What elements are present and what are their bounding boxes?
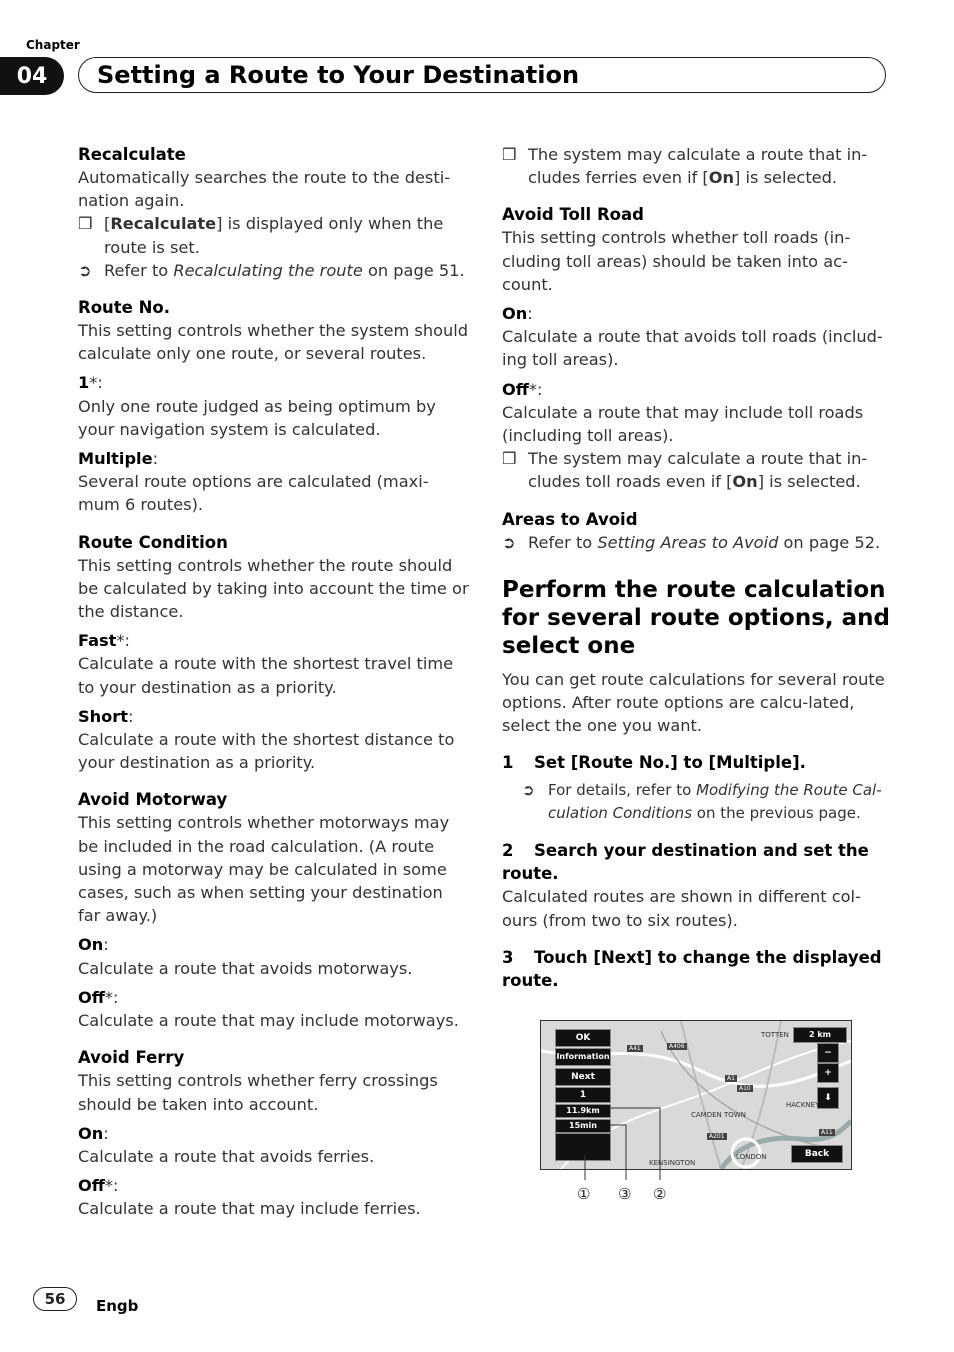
option-suffix: : bbox=[128, 706, 134, 726]
checkbox-icon: ❒ bbox=[502, 449, 517, 469]
road-label: A11 bbox=[821, 1129, 833, 1136]
information-button[interactable]: Information bbox=[555, 1048, 611, 1066]
section-avoid-ferry bbox=[78, 1046, 470, 1220]
option-on bbox=[78, 933, 470, 956]
left-column bbox=[78, 143, 470, 1235]
note-text: The system may calculate a route that in-cludes toll roads even if [ bbox=[528, 449, 868, 492]
avoid-toll-text: This setting controls whether toll roads (in-cluding toll areas) should be taken into ac-count. bbox=[502, 228, 851, 294]
map-label: KENSINGTON bbox=[649, 1159, 696, 1167]
ref-italic: Recalculating the route bbox=[173, 260, 363, 280]
note-text: ] is selected. bbox=[734, 168, 838, 188]
section-route-no bbox=[78, 296, 470, 517]
note-text: ] is displayed only when the route is set. bbox=[104, 214, 444, 257]
zoom-in-icon[interactable]: + bbox=[817, 1063, 839, 1083]
recalculate-note bbox=[78, 212, 470, 258]
ref-text: on the previous page. bbox=[692, 803, 861, 822]
option-label: 1 bbox=[78, 373, 90, 393]
callout-leaders bbox=[540, 1085, 680, 1185]
note-bold: Recalculate bbox=[110, 214, 217, 234]
route-index: 1 bbox=[555, 1087, 611, 1103]
option-off-text: Calculate a route that may include ferries. bbox=[78, 1199, 421, 1219]
option-1-text: Only one route judged as being optimum by your navigation system is calculated. bbox=[78, 396, 436, 439]
road-label: A1 bbox=[727, 1075, 735, 1082]
route-no-heading: Route No. bbox=[78, 298, 171, 318]
step-1-detail bbox=[502, 779, 894, 825]
map-label: TOTTEN bbox=[761, 1031, 789, 1039]
option-suffix: : bbox=[103, 1123, 109, 1143]
option-label: Off bbox=[78, 1176, 105, 1196]
avoid-motorway-text: This setting controls whether motorways may be included in the road calculation. (A route using a motorway may be calculated in some cases, such as when setting your destination far away.) bbox=[78, 813, 450, 926]
option-suffix: : bbox=[152, 449, 159, 469]
option-label: Fast bbox=[78, 631, 117, 651]
avoid-ferry-text: This setting controls whether ferry crossings should be taken into account. bbox=[78, 1071, 438, 1114]
avoid-toll-heading: Avoid Toll Road bbox=[502, 205, 644, 225]
road-label: A10 bbox=[739, 1085, 751, 1092]
option-off bbox=[78, 986, 470, 1009]
option-suffix: : bbox=[103, 935, 109, 955]
avoid-ferry-heading: Avoid Ferry bbox=[78, 1048, 185, 1068]
option-multiple bbox=[78, 447, 470, 470]
option-label: Off bbox=[78, 987, 105, 1007]
callout-3: ③ bbox=[618, 1185, 632, 1203]
option-off-text: Calculate a route that may include motorways. bbox=[78, 1011, 459, 1031]
option-label: Off bbox=[502, 379, 529, 399]
option-on bbox=[502, 302, 894, 325]
scale-readout: 2 km bbox=[793, 1027, 847, 1043]
ref-text: For details, refer to bbox=[548, 780, 697, 799]
ref-italic: Setting Areas to Avoid bbox=[597, 532, 779, 552]
option-on-text: Calculate a route that avoids ferries. bbox=[78, 1146, 375, 1166]
option-on-text: Calculate a route that avoids toll roads (includ-ing toll areas). bbox=[502, 327, 883, 370]
step-text: Search your destination and set the route. bbox=[502, 841, 869, 884]
toll-note bbox=[502, 447, 894, 493]
areas-heading: Areas to Avoid bbox=[502, 509, 638, 529]
arrow-icon: ➲ bbox=[78, 260, 92, 280]
road-label: A406 bbox=[669, 1043, 685, 1050]
chapter-number-badge: 04 bbox=[0, 57, 64, 95]
option-suffix: *: bbox=[528, 379, 543, 399]
language-code: Engb bbox=[96, 1297, 139, 1315]
back-button[interactable]: Back bbox=[791, 1145, 843, 1163]
route-condition-text: This setting controls whether the route should be calculated by taking into account the time or the distance. bbox=[78, 555, 469, 622]
chapter-title: Setting a Route to Your Destination bbox=[97, 61, 580, 89]
map-label: HACKNEY bbox=[786, 1101, 820, 1109]
option-label: On bbox=[78, 1123, 104, 1143]
ref-italic: Modifying the Route Cal-culation Conditions bbox=[548, 780, 882, 822]
areas-reference bbox=[502, 531, 894, 554]
ok-button[interactable]: OK bbox=[555, 1029, 611, 1047]
step-3 bbox=[502, 946, 894, 992]
checkbox-icon: ❒ bbox=[78, 214, 93, 234]
option-label: On bbox=[502, 304, 528, 324]
note-text: [ bbox=[104, 214, 111, 234]
recalculate-reference bbox=[78, 259, 470, 282]
perform-text: You can get route calculations for several route options. After route options are calcu-lated, select the one you want. bbox=[502, 669, 885, 736]
option-on bbox=[78, 1122, 470, 1145]
option-suffix: *: bbox=[89, 373, 103, 393]
step-1 bbox=[502, 751, 894, 774]
option-short-text: Calculate a route with the shortest distance to your destination as a priority. bbox=[78, 730, 455, 773]
recalculate-text: Automatically searches the route to the desti-nation again. bbox=[78, 168, 451, 211]
perform-heading: Perform the route calculation for several route options, and select one bbox=[502, 576, 891, 659]
option-label: Short bbox=[78, 706, 129, 726]
step-number: 3 bbox=[502, 947, 514, 967]
arrow-icon: ➲ bbox=[502, 532, 516, 552]
option-fast bbox=[78, 629, 470, 652]
section-recalculate bbox=[78, 143, 470, 282]
zoom-out-icon[interactable]: − bbox=[817, 1043, 839, 1063]
step-number: 1 bbox=[502, 753, 514, 773]
chapter-title-box bbox=[78, 57, 886, 93]
time-readout: 15min bbox=[555, 1119, 611, 1133]
option-suffix: *: bbox=[104, 987, 119, 1007]
callout-1: ① bbox=[577, 1185, 591, 1203]
option-off bbox=[78, 1174, 470, 1197]
step-2 bbox=[502, 839, 894, 885]
section-areas-to-avoid bbox=[502, 508, 894, 554]
ref-text: on page 52. bbox=[778, 532, 881, 552]
option-short bbox=[78, 705, 470, 728]
option-on-text: Calculate a route that avoids motorways. bbox=[78, 958, 413, 978]
map-label: LONDON bbox=[736, 1153, 767, 1161]
ref-text: on page 51. bbox=[362, 260, 465, 280]
step-text: Set [Route No.] to [Multiple]. bbox=[534, 753, 806, 773]
option-off-text: Calculate a route that may include toll roads (including toll areas). bbox=[502, 402, 864, 446]
step-number: 2 bbox=[502, 841, 514, 861]
option-label: On bbox=[78, 935, 104, 955]
option-label: Multiple bbox=[78, 449, 153, 469]
north-arrow-icon[interactable]: ⬇ bbox=[817, 1087, 839, 1109]
road-label: A201 bbox=[709, 1133, 725, 1140]
right-column bbox=[502, 143, 894, 992]
ref-text: Refer to bbox=[528, 532, 598, 552]
arrow-icon: ➲ bbox=[522, 780, 535, 799]
section-route-condition bbox=[78, 531, 470, 775]
route-no-text: This setting controls whether the system should calculate only one route, or several routes. bbox=[78, 321, 469, 364]
step-text: Touch [Next] to change the displayed route. bbox=[502, 947, 882, 991]
option-suffix: *: bbox=[104, 1176, 119, 1196]
note-bold: On bbox=[708, 168, 735, 188]
ref-text: Refer to bbox=[104, 260, 174, 280]
note-text: The system may calculate a route that in-cludes ferries even if [ bbox=[528, 145, 868, 188]
route-condition-heading: Route Condition bbox=[78, 532, 228, 552]
distance-readout: 11.9km bbox=[555, 1104, 611, 1118]
note-bold: On bbox=[732, 472, 758, 492]
ferry-note bbox=[502, 143, 894, 189]
option-suffix: : bbox=[527, 304, 533, 324]
option-fast-text: Calculate a route with the shortest travel time to your destination as a priority. bbox=[78, 654, 454, 697]
callout-2: ② bbox=[653, 1185, 667, 1203]
option-suffix: *: bbox=[116, 631, 130, 651]
recalculate-heading: Recalculate bbox=[78, 145, 186, 164]
section-avoid-motorway bbox=[78, 788, 470, 1032]
map-label: CAMDEN TOWN bbox=[691, 1111, 746, 1119]
page-number: 56 bbox=[33, 1287, 77, 1311]
section-avoid-toll bbox=[502, 203, 894, 493]
chapter-label: Chapter bbox=[26, 38, 80, 52]
checkbox-icon: ❒ bbox=[502, 145, 517, 164]
option-multiple-text: Several route options are calculated (maxi-mum 6 routes). bbox=[78, 472, 429, 515]
option-1 bbox=[78, 371, 470, 394]
road-label: A41 bbox=[629, 1045, 641, 1052]
next-button[interactable]: Next bbox=[555, 1068, 611, 1086]
step-2-body: Calculated routes are shown in different col-ours (from two to six routes). bbox=[502, 887, 861, 930]
option-off bbox=[502, 378, 894, 401]
note-text: ] is selected. bbox=[757, 472, 861, 492]
avoid-motorway-heading: Avoid Motorway bbox=[78, 790, 228, 810]
